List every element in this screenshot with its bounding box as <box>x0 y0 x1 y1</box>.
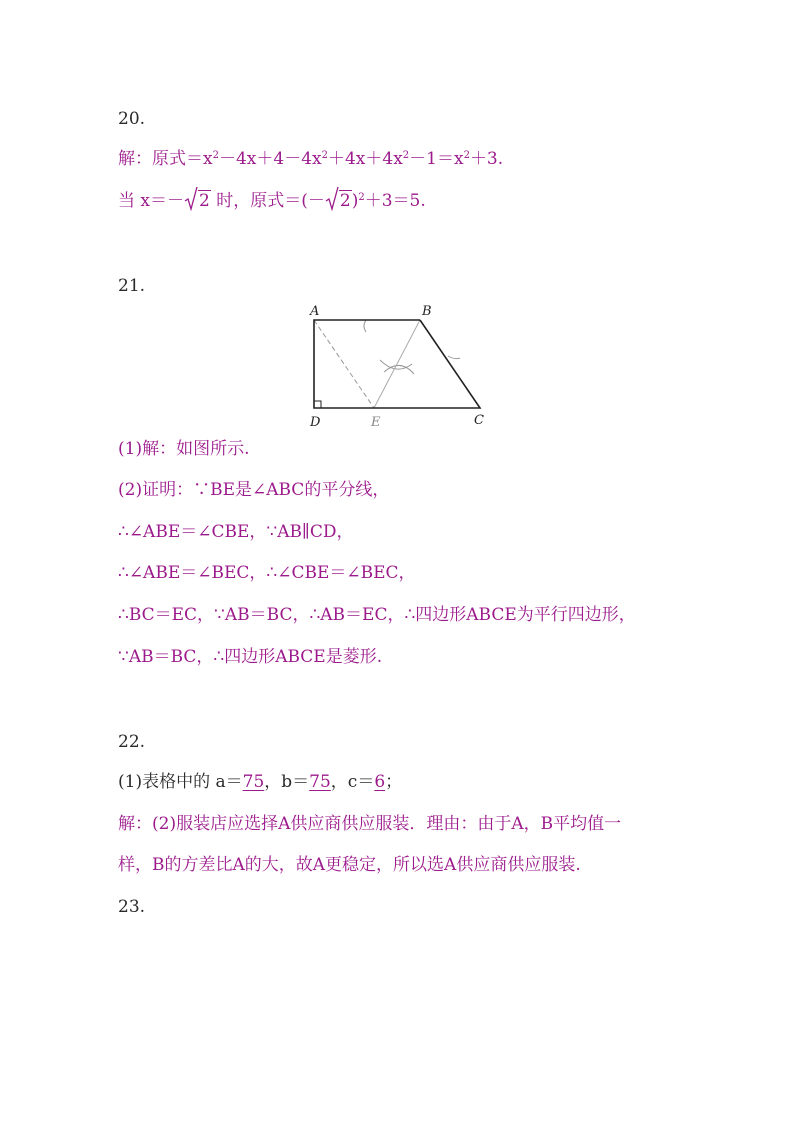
q21-line-3: ∴∠ABE＝∠CBE，∵AB∥CD， <box>118 522 354 542</box>
q20-l2-mid: 时，原式＝(－ <box>210 191 325 211</box>
right-angle-marker <box>314 401 321 408</box>
q22-line-3: 样，B的方差比A的大，故A更稳定，所以选A供应商供应服装. <box>118 855 581 875</box>
q20-l1-sup1: 2 <box>212 150 219 161</box>
q20-l2-after-paren: ) <box>351 191 359 211</box>
q21-line-2: (2)证明：∵BE是∠ABC的平分线， <box>118 480 390 500</box>
q21-line-6: ∵AB＝BC，∴四边形ABCE是菱形. <box>118 647 383 667</box>
radical-sign-icon <box>325 186 339 212</box>
q20-radicand-2: 2 <box>339 191 351 211</box>
q21-line-5: ∴BC＝EC，∵AB＝BC，∴AB＝EC，∴四边形ABCE为平行四边形， <box>118 605 636 625</box>
dashed-line-ae <box>314 320 374 408</box>
answer-b: 75 <box>309 772 331 792</box>
q22-l1-prefix: (1)表格中的 a＝ <box>118 772 243 792</box>
q20-l1-prefix: 解：原式＝x <box>118 149 213 169</box>
answer-c: 6 <box>374 772 386 792</box>
construction-arc-ab <box>364 320 366 332</box>
label-b: B <box>422 304 432 319</box>
q20-l1-mid3: －1＝x <box>409 149 464 169</box>
q22-line-2: 解：(2)服装店应选择A供应商供应服装．理由：由于A，B平均值一 <box>118 814 622 834</box>
q20-l1-mid1: －4x＋4－4x <box>218 149 322 169</box>
sqrt-symbol-2 <box>325 189 352 213</box>
q22-line-1 <box>118 770 402 794</box>
q20-radicand-1: 2 <box>199 191 210 211</box>
q22-l1-sep2: ，c＝ <box>330 772 375 792</box>
bisector-line-be <box>374 320 420 408</box>
label-c: C <box>474 413 484 428</box>
construction-arc-bc <box>448 356 460 359</box>
question-number-23: 23. <box>118 897 146 917</box>
label-e: E <box>371 415 381 430</box>
question-number-21: 21. <box>118 276 146 296</box>
q22-l1-sep1: ，b＝ <box>264 772 310 792</box>
answer-a: 75 <box>242 772 265 792</box>
geometry-figure <box>300 298 500 432</box>
label-d: D <box>310 415 321 430</box>
q20-l1-sup3: 2 <box>402 150 410 161</box>
q20-l1-end: ＋3. <box>469 149 504 169</box>
q20-solution-line-2 <box>118 189 426 213</box>
question-number-20: 20. <box>118 109 146 129</box>
q20-l2-sup: 2 <box>358 192 365 203</box>
label-a: A <box>310 304 320 319</box>
q20-l2-end: ＋3＝5. <box>364 191 426 211</box>
radical-sign-icon <box>184 186 198 212</box>
q20-l1-sup2: 2 <box>321 150 328 161</box>
q20-solution-line-1 <box>118 147 503 171</box>
q22-l1-end: ； <box>385 772 403 792</box>
q20-l2-prefix: 当 x＝－ <box>118 191 184 211</box>
q20-l1-sup4: 2 <box>463 150 470 161</box>
sqrt-symbol-1 <box>184 189 211 213</box>
q21-line-1: (1)解：如图所示. <box>118 439 250 459</box>
question-number-22: 22. <box>118 732 146 752</box>
q20-l1-mid2: ＋4x＋4x <box>327 149 403 169</box>
q21-line-4: ∴∠ABE＝∠BEC，∴∠CBE＝∠BEC， <box>118 563 416 583</box>
